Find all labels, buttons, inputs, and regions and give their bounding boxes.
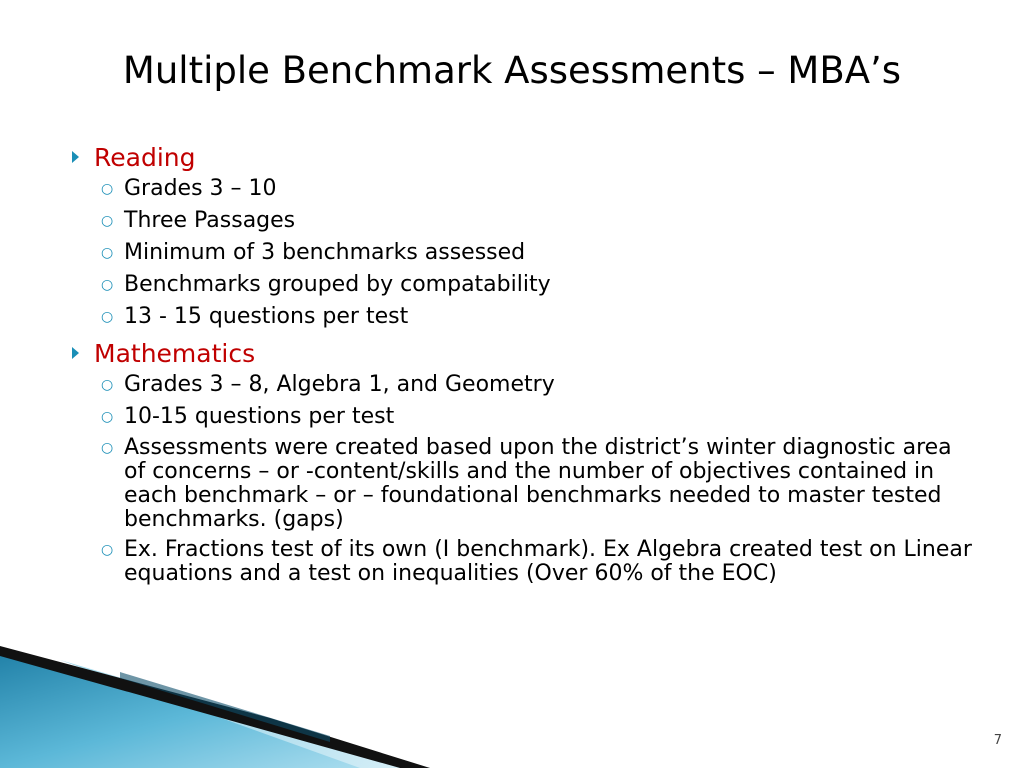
circle-bullet-icon: ○ (101, 542, 114, 558)
list-item-text: Assessments were created based upon the district’s winter diagnostic area of concerns – or -content/skills and the number of objectives contained in each benchmark – or – foundational benchmarks needed to master tested benchmarks. (gaps) (124, 435, 952, 532)
slide-title: Multiple Benchmark Assessments – MBA’s (122, 49, 902, 92)
list-item (101, 538, 972, 586)
section-heading-label: Mathematics (94, 339, 256, 368)
arrow-bullet-icon (72, 347, 79, 359)
arrow-bullet-icon (72, 151, 79, 163)
list-item-text: Grades 3 – 10 (124, 176, 277, 201)
list-item-text: 13 - 15 questions per test (124, 304, 409, 329)
circle-bullet-icon: ○ (101, 277, 114, 293)
list-item-text: 10-15 questions per test (124, 404, 395, 429)
list-item (101, 240, 972, 266)
list-item (101, 304, 972, 330)
list-item (101, 176, 972, 202)
list-item-text: Grades 3 – 8, Algebra 1, and Geometry (124, 372, 555, 397)
section-reading (72, 140, 972, 330)
list-item-text: Three Passages (124, 208, 296, 233)
section-heading (72, 140, 972, 176)
circle-bullet-icon: ○ (101, 213, 114, 229)
list-item (101, 372, 972, 398)
list-item-text: Ex. Fractions test of its own (I benchmark). Ex Algebra created test on Linear equations and a test on inequalities (Over 60% of the EOC) (124, 537, 972, 586)
circle-bullet-icon: ○ (101, 440, 114, 456)
section-mathematics (72, 336, 972, 586)
list-item (101, 404, 972, 430)
page-number: 7 (993, 733, 1002, 748)
circle-bullet-icon: ○ (101, 409, 114, 425)
slide-content (72, 140, 972, 592)
circle-bullet-icon: ○ (101, 309, 114, 325)
bullet-list (101, 372, 972, 586)
circle-bullet-icon: ○ (101, 377, 114, 393)
bullet-list (101, 176, 972, 330)
section-heading (72, 336, 972, 372)
section-heading-label: Reading (94, 143, 196, 172)
list-item (101, 208, 972, 234)
list-item-text: Benchmarks grouped by compatability (124, 272, 551, 297)
circle-bullet-icon: ○ (101, 245, 114, 261)
circle-bullet-icon: ○ (101, 181, 114, 197)
list-item-text: Minimum of 3 benchmarks assessed (124, 240, 526, 265)
list-item (101, 272, 972, 298)
list-item (101, 436, 972, 532)
